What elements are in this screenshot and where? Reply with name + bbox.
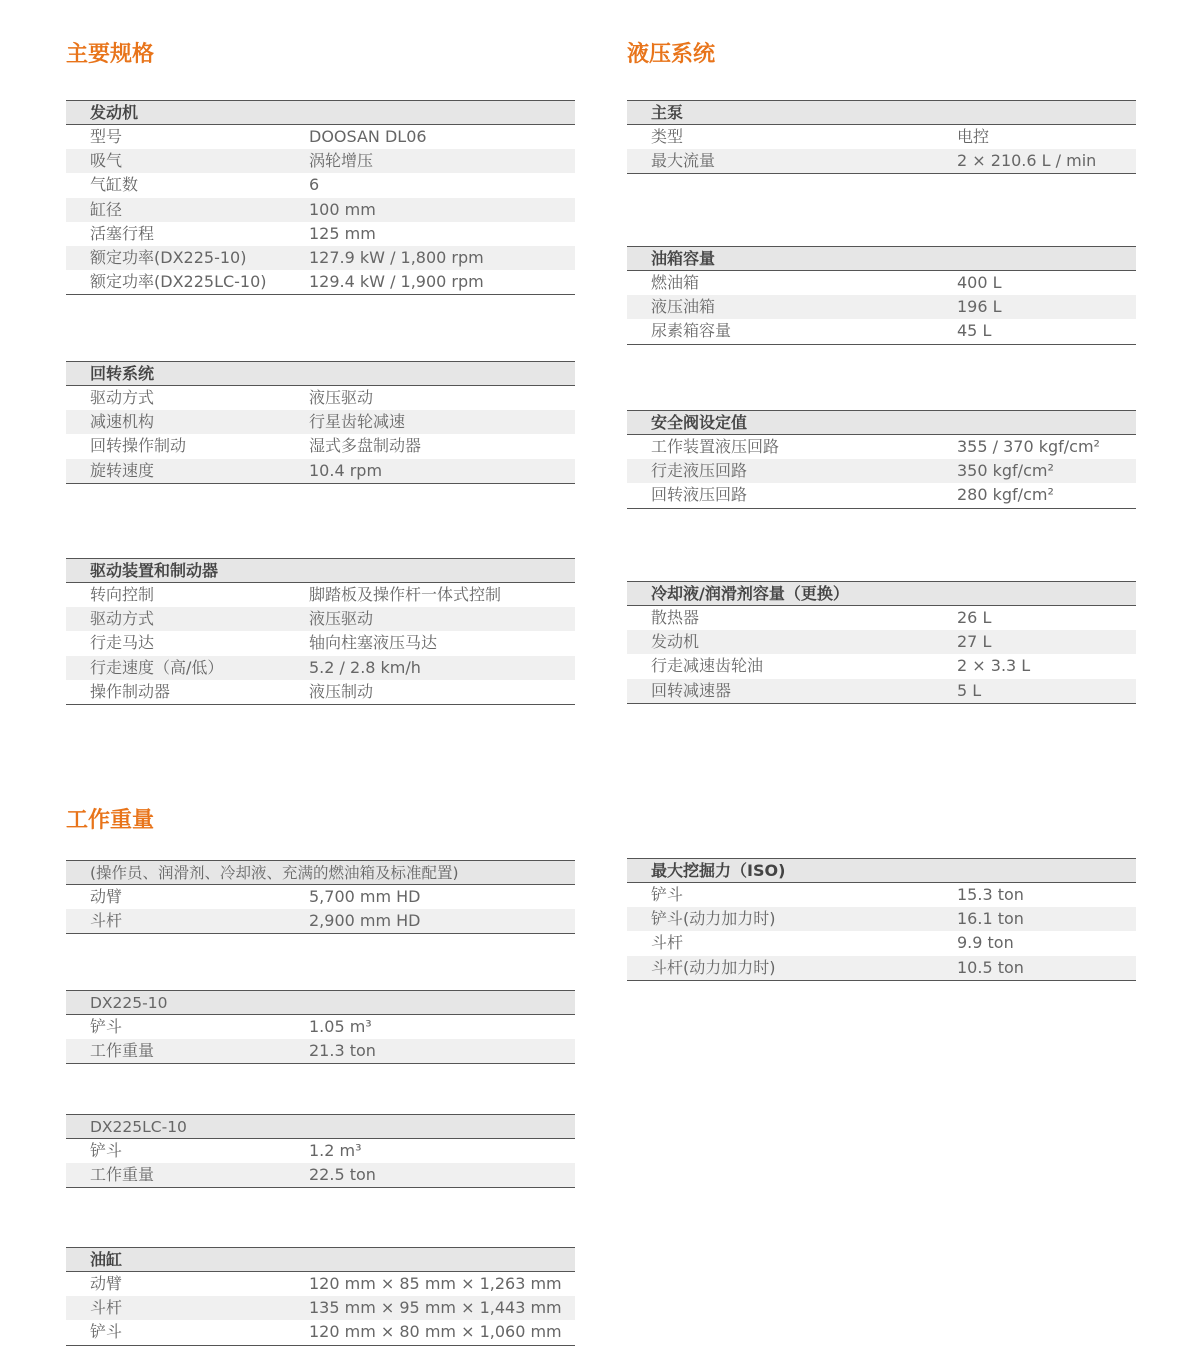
coolant-header: 冷却液/润滑剂容量（更换） xyxy=(627,582,1136,606)
dx225-header: DX225-10 xyxy=(66,991,575,1015)
title-weight: 工作重量 xyxy=(66,808,155,833)
table-row: 额定功率(DX225-10) 127.9 kW / 1,800 rpm xyxy=(66,246,575,270)
table-row: 行走减速齿轮油 2 × 3.3 L xyxy=(651,656,1031,676)
drive-header: 驱动装置和制动器 xyxy=(66,559,575,583)
table-row: 液压油箱 196 L xyxy=(627,295,1136,319)
table-row: 斗杆 2,900 mm HD xyxy=(66,909,575,933)
table-row: 额定功率(DX225LC-10) 129.4 kW / 1,900 rpm xyxy=(90,272,484,292)
table-row: 动臂 5,700 mm HD xyxy=(90,887,421,906)
table-row: 动臂 120 mm × 85 mm × 1,263 mm xyxy=(90,1274,562,1293)
relief-valve-header: 安全阀设定值 xyxy=(627,411,1136,435)
relief-valve-table xyxy=(627,410,1136,509)
table-row: 减速机构 行星齿轮减速 xyxy=(66,410,575,434)
drive-table xyxy=(66,558,575,705)
table-row: 行走马达 轴向柱塞液压马达 xyxy=(90,633,438,653)
table-row: 铲斗(动力加力时) 16.1 ton xyxy=(627,907,1136,931)
digging-force-header: 最大挖掘力（ISO) xyxy=(627,859,1136,883)
table-row: 类型 电控 xyxy=(651,127,990,146)
table-row: 斗杆(动力加力时) 10.5 ton xyxy=(627,956,1136,980)
table-row: 气缸数 6 xyxy=(90,175,320,195)
table-row: 斗杆 9.9 ton xyxy=(651,933,1014,953)
cylinder-table xyxy=(66,1247,575,1346)
table-row: 工作装置液压回路 355 / 370 kgf/cm² xyxy=(651,437,1100,456)
coolant-table xyxy=(627,581,1136,704)
tank-table xyxy=(627,246,1136,345)
table-row: 工作重量 22.5 ton xyxy=(66,1163,575,1187)
digging-force-table xyxy=(627,858,1136,981)
title-specs: 主要规格 xyxy=(66,42,155,67)
dx225lc-table xyxy=(66,1114,575,1188)
cylinder-header: 油缸 xyxy=(66,1248,575,1272)
table-row: 行走液压回路 350 kgf/cm² xyxy=(627,459,1136,483)
table-row: 铲斗 15.3 ton xyxy=(651,885,1024,904)
table-row: 回转减速器 5 L xyxy=(627,679,1136,703)
operating-weight-table xyxy=(66,860,575,934)
table-row: 回转操作制动 湿式多盘制动器 xyxy=(90,436,422,456)
swing-header: 回转系统 xyxy=(66,362,575,386)
tank-header: 油箱容量 xyxy=(627,247,1136,271)
table-row: 旋转速度 10.4 rpm xyxy=(66,459,575,483)
table-row: 斗杆 135 mm × 95 mm × 1,443 mm xyxy=(66,1296,575,1320)
table-row: 铲斗 1.2 m³ xyxy=(90,1141,362,1160)
table-row: 铲斗 1.05 m³ xyxy=(90,1017,372,1036)
table-row: 驱动方式 液压驱动 xyxy=(66,607,575,631)
table-row: 最大流量 2 × 210.6 L / min xyxy=(627,149,1136,173)
table-row: 尿素箱容量 45 L xyxy=(651,321,992,341)
table-row: 铲斗 120 mm × 80 mm × 1,060 mm xyxy=(90,1322,562,1342)
table-row: 型号 DOOSAN DL06 xyxy=(90,127,427,146)
table-row: 操作制动器 液压制动 xyxy=(90,681,374,701)
table-row: 回转液压回路 280 kgf/cm² xyxy=(651,485,1054,505)
table-row: 驱动方式 液压驱动 xyxy=(90,388,374,407)
swing-table xyxy=(66,361,575,484)
table-row: 活塞行程 125 mm xyxy=(90,223,376,243)
engine-header: 发动机 xyxy=(66,101,575,125)
table-row: 转向控制 脚踏板及操作杆一体式控制 xyxy=(90,585,502,604)
table-row: 发动机 27 L xyxy=(627,630,1136,654)
main-pump-table xyxy=(627,100,1136,174)
table-row: 散热器 26 L xyxy=(651,608,992,627)
table-row: 工作重量 21.3 ton xyxy=(66,1039,575,1063)
dx225-table xyxy=(66,990,575,1064)
table-row: 燃油箱 400 L xyxy=(651,273,1002,292)
engine-table xyxy=(66,100,575,295)
table-row: 吸气 涡轮增压 xyxy=(66,149,575,173)
operating-weight-header: (操作员、润滑剂、冷却液、充满的燃油箱及标准配置) xyxy=(66,861,575,885)
dx225lc-header: DX225LC-10 xyxy=(66,1115,575,1139)
table-row: 缸径 100 mm xyxy=(66,198,575,222)
title-hydraulic: 液压系统 xyxy=(627,42,716,67)
table-row: 行走速度（高/低） 5.2 / 2.8 km/h xyxy=(66,656,575,680)
main-pump-header: 主泵 xyxy=(627,101,1136,125)
